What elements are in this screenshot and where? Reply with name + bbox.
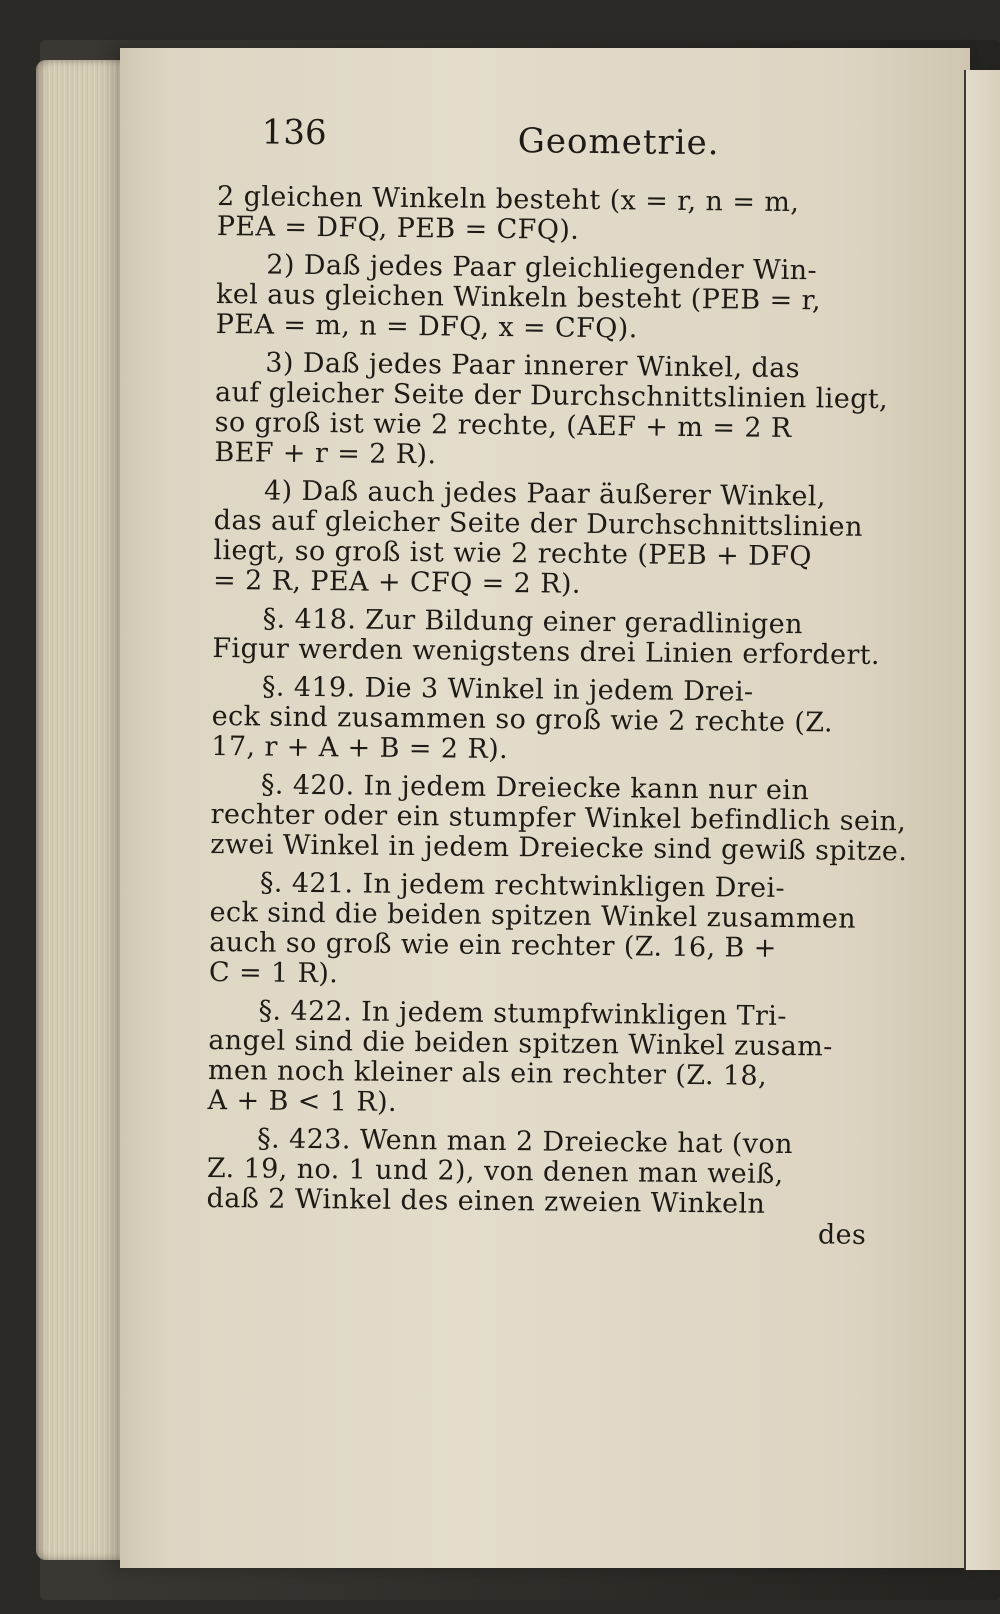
text-line: zwei Winkel in jedem Dreiecke sind gewiß spitze. xyxy=(210,828,908,868)
text-line: §. 422. In jedem stumpfwinkligen Tri- xyxy=(258,995,787,1033)
text-line: §. 421. In jedem rechtwinkligen Drei- xyxy=(259,867,786,904)
text-line: des xyxy=(817,1219,867,1251)
page-text-block xyxy=(206,112,918,1251)
text-line: PEA = DFQ, PEB = CFQ). xyxy=(216,210,580,246)
running-head: Geometrie. xyxy=(517,121,720,164)
text-line: BEF + r = 2 R). xyxy=(214,436,437,471)
text-line: so groß ist wie 2 rechte, (AEF + m = 2 R xyxy=(214,406,792,445)
text-line: PEA = m, n = DFQ, x = CFQ). xyxy=(215,308,638,345)
text-line: §. 419. Die 3 Winkel in jedem Drei- xyxy=(261,671,754,708)
text-line: 2) Daß jedes Paar gleichliegender Win- xyxy=(266,249,818,287)
text-line: 17, r + A + B = 2 R). xyxy=(211,730,509,766)
text-line: §. 418. Zur Bildung einer geradlinigen xyxy=(262,603,804,641)
text-line: auch so groß wie ein rechter (Z. 16, B + xyxy=(209,926,777,964)
text-line: §. 420. In jedem Dreiecke kann nur ein xyxy=(260,769,810,807)
facing-page-edge xyxy=(964,70,1000,1570)
text-line: C = 1 R). xyxy=(208,956,339,990)
text-line: liegt, so groß ist wie 2 rechte (PEB + DFQ xyxy=(213,534,813,573)
text-line: eck sind die beiden spitzen Winkel zusammen xyxy=(209,896,857,935)
text-line: daß 2 Winkel des einen zweien Winkeln xyxy=(206,1182,766,1220)
text-line: 3) Daß jedes Paar innerer Winkel, das xyxy=(265,347,801,385)
text-line: A + B < 1 R). xyxy=(207,1084,398,1118)
page-header xyxy=(217,112,918,189)
text-line: das auf gleicher Seite der Durchschnittslinien xyxy=(213,504,863,543)
text-line: 2 gleichen Winkeln besteht (x = r, n = m, xyxy=(216,180,800,219)
text-line: rechter oder ein stumpfer Winkel befindlich sein, xyxy=(210,798,907,838)
page-number: 136 xyxy=(261,112,327,154)
text-line: = 2 R, PEA + CFQ = 2 R). xyxy=(212,564,581,600)
text-line: auf gleicher Seite der Durchschnittslinien liegt, xyxy=(214,376,889,416)
text-line: angel sind die beiden spitzen Winkel zusam- xyxy=(208,1024,833,1063)
body-text xyxy=(206,182,917,1251)
text-line: 4) Daß auch jedes Paar äußerer Winkel, xyxy=(263,475,827,513)
text-line: §. 423. Wenn man 2 Dreiecke hat (von xyxy=(257,1123,794,1161)
text-line: kel aus gleichen Winkeln besteht (PEB = r, xyxy=(215,278,822,317)
text-line: Figur werden wenigstens drei Linien erfordert. xyxy=(212,632,881,671)
text-line: eck sind zusammen so groß wie 2 rechte (Z. xyxy=(211,700,834,739)
text-line: Z. 19, no. 1 und 2), von denen man weiß, xyxy=(206,1152,784,1190)
text-line: men noch kleiner als ein rechter (Z. 18, xyxy=(207,1054,768,1092)
